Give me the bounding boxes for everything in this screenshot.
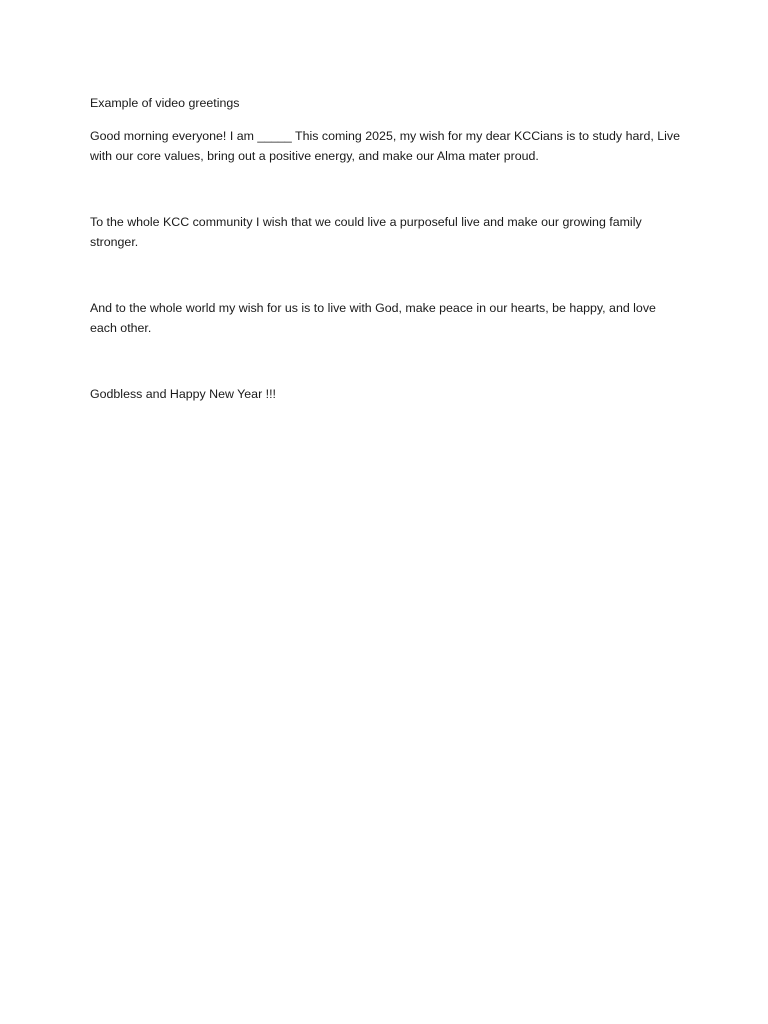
paragraph-greeting: Good morning everyone! I am _____ This coming 2025, my wish for my dear KCCians is to study hard, Live with our core values, bring out a positive energy, and make our Alma mater proud. bbox=[90, 129, 680, 163]
paragraph-community: To the whole KCC community I wish that we could live a purposeful live and make our growing family stronger. bbox=[90, 215, 642, 249]
paragraph-closing: Godbless and Happy New Year !!! bbox=[90, 387, 276, 401]
paragraph-world: And to the whole world my wish for us is to live with God, make peace in our hearts, be happy, and love each other. bbox=[90, 301, 656, 335]
document-title: Example of video greetings bbox=[90, 96, 240, 110]
document-body bbox=[90, 93, 682, 404]
